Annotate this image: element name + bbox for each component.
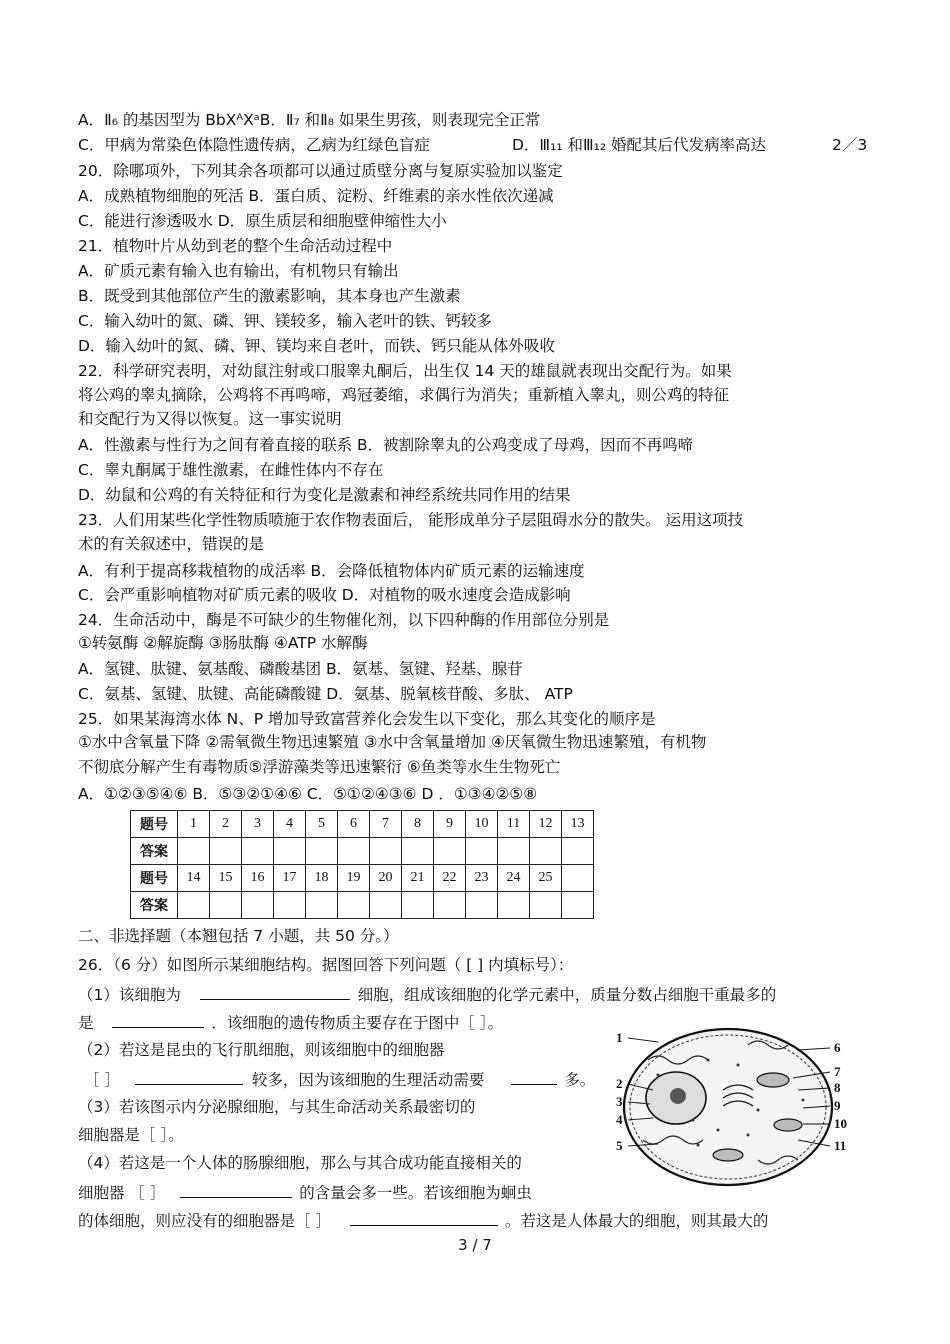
table-cell: 1 [178,811,210,838]
answer-cell[interactable] [530,838,562,865]
q26-part4-line1: （4）若这是一个人体的肠腺细胞，那么与其合成功能直接相关的 [78,1154,522,1172]
answer-cell[interactable] [370,892,402,919]
q24-options-ab: A．氢键、肽键、氨基酸、磷酸基团 B．氨基、氢键、羟基、腺苷 [78,660,523,678]
question-21: 21．植物叶片从幼到老的整个生命活动过程中 [78,237,393,255]
label-7: 7 [834,1064,841,1079]
q19-option-c: C．甲病为常染色体隐性遗传病，乙病为红绿色盲症 [78,136,430,154]
answer-cell[interactable] [178,892,210,919]
question-23-line1: 23．人们用某些化学性物质喷施于农作物表面后， 能形成单分子层阻碍水分的散失。 运用这项技 [78,511,744,529]
label-8: 8 [834,1080,841,1095]
answer-cell[interactable] [530,892,562,919]
q26-part5-line [78,1209,768,1231]
table-cell: 11 [498,811,530,838]
q21-option-a: A．矿质元素有输入也有输出，有机物只有输出 [78,262,399,280]
cell-structure-diagram [598,1020,858,1190]
q19-option-d: D．Ⅲ₁₁ 和Ⅲ₁₂ 婚配其后代发病率高达 [512,136,767,154]
q25-options: A．①②③⑤④⑥ B．⑤③②①④⑥ C．⑤①②④③⑥ D ．①③④②⑤⑧ [78,785,538,803]
mitochondrion [757,1073,789,1087]
answer-table [130,810,594,919]
q26-part2-line1: （2）若这是昆虫的飞行肌细胞，则该细胞中的细胞器 [78,1041,445,1059]
answer-cell[interactable] [434,892,466,919]
q26-part1-text-3: 是 [78,1014,94,1032]
q21-option-b: B．既受到其他部位产生的激素影响，其本身也产生激素 [78,287,461,305]
answer-blank[interactable] [112,1011,204,1028]
table-cell [562,865,594,892]
page-number: 3 / 7 [458,1236,492,1254]
question-26: 26．（6 分）如图所示某细胞结构。据图回答下列问题（ [ ] 内填标号）： [78,956,574,974]
table-cell: 14 [178,865,210,892]
table-cell: 8 [402,811,434,838]
question-23-line2: 术的有关叙述中，错误的是 [78,535,265,553]
table-answer-label: 答案 [131,838,178,865]
label-10: 10 [834,1116,847,1131]
table-cell: 17 [274,865,306,892]
label-6: 6 [834,1040,841,1055]
section-2-heading: 二、非选择题（本翘包括 7 小题，共 50 分。） [78,927,399,945]
answer-cell[interactable] [210,838,242,865]
table-cell: 6 [338,811,370,838]
q19-option-d-value: 2／3 [832,136,868,154]
table-row [131,838,594,865]
nucleolus [670,1088,686,1104]
answer-cell[interactable] [242,838,274,865]
label-11: 11 [834,1138,847,1153]
answer-cell[interactable] [274,892,306,919]
table-cell: 24 [498,865,530,892]
q23-options-ab: A．有利于提高移栽植物的成活率 B．会降低植物体内矿质元素的运输速度 [78,562,585,580]
table-cell: 18 [306,865,338,892]
question-25-line2: ①水中含氧量下降 ②需氧微生物迅速繁殖 ③水中含氧量增加 ④厌氧微生物迅速繁殖，有机物 [78,733,707,751]
table-cell: 19 [338,865,370,892]
table-cell: 25 [530,865,562,892]
table-answer-label: 答案 [131,892,178,919]
table-cell: 2 [210,811,242,838]
q26-part4-line2 [78,1181,532,1203]
q23-options-cd: C．会严重影响植物对矿质元素的吸收 D．对植物的吸水速度会造成影响 [78,586,571,604]
q26-part2-bracket: ［ ］ [84,1071,120,1089]
table-cell: 12 [530,811,562,838]
table-cell: 7 [370,811,402,838]
answer-cell[interactable] [562,892,594,919]
table-row [131,811,594,838]
answer-cell[interactable] [562,838,594,865]
label-3: 3 [616,1094,623,1109]
table-cell: 4 [274,811,306,838]
table-cell: 9 [434,811,466,838]
answer-cell[interactable] [338,892,370,919]
answer-cell[interactable] [210,892,242,919]
answer-cell[interactable] [306,892,338,919]
question-20: 20．除哪项外，下列其余各项都可以通过质壁分离与复原实验加以鉴定 [78,162,563,180]
q22-options-ab: A．性激素与性行为之间有着直接的联系 B．被割除睾丸的公鸡变成了母鸡，因而不再鸣啼 [78,436,694,454]
answer-cell[interactable] [466,892,498,919]
answer-cell[interactable] [178,838,210,865]
answer-blank[interactable] [180,1181,292,1198]
q20-options-ab: A．成熟植物细胞的死活 B．蛋白质、淀粉、纤维素的亲水性依次递减 [78,187,554,205]
question-22-line3: 和交配行为又得以恢复。这一事实说明 [78,410,342,428]
table-row [131,865,594,892]
table-cell: 10 [466,811,498,838]
q26-part1-text-4: ．该细胞的遗传物质主要存在于图中［ ］。 [211,1014,504,1032]
table-header-cell: 题号 [131,865,178,892]
answer-cell[interactable] [402,892,434,919]
label-4: 4 [616,1112,623,1127]
answer-blank[interactable] [350,1209,498,1226]
table-cell: 3 [242,811,274,838]
answer-cell[interactable] [274,838,306,865]
q26-part5-text-2: 。若这是人体最大的细胞，则其最大的 [504,1212,769,1230]
q26-part1-text: （1）该细胞为 [78,986,181,1004]
q22-option-c: C．睾丸酮属于雄性激素，在雌性体内不存在 [78,461,384,479]
answer-cell[interactable] [498,892,530,919]
q26-part3-line2: 细胞器是［ ］。 [78,1126,184,1144]
q26-part1-line1 [78,983,776,1005]
answer-cell[interactable] [498,838,530,865]
q22-option-d: D．幼鼠和公鸡的有关特征和行为变化是激素和神经系统共同作用的结果 [78,486,571,504]
answer-cell[interactable] [466,838,498,865]
q26-part3-line1: （3）若该图示内分泌腺细胞，与其生命活动关系最密切的 [78,1098,476,1116]
q26-part5-text: 的体细胞，则应没有的细胞器是［ ］ [78,1212,331,1230]
table-cell: 21 [402,865,434,892]
q26-part1-line2 [78,1011,503,1033]
q26-part2-text-2: 多。 [564,1071,596,1089]
table-cell: 13 [562,811,594,838]
question-24: 24．生命活动中，酶是不可缺少的生物催化剂，以下四种酶的作用部位分别是 [78,611,610,629]
table-cell: 15 [210,865,242,892]
answer-cell[interactable] [370,838,402,865]
q26-part2-text: 较多，因为该细胞的生理活动需要 [251,1071,485,1089]
table-cell: 5 [306,811,338,838]
table-row [131,892,594,919]
q24-options-cd: C．氨基、氢键、肽键、高能磷酸键 D．氨基、脱氧核苷酸、多肽、 ATP [78,685,573,703]
answer-blank[interactable] [135,1068,243,1085]
answer-cell[interactable] [306,838,338,865]
question-22-line1: 22．科学研究表明，对幼鼠注射或口服睾丸酮后，出生仅 14 天的雄鼠就表现出交配行为。如果 [78,362,732,380]
answer-cell[interactable] [338,838,370,865]
answer-cell[interactable] [242,892,274,919]
q19-option-ab: A．Ⅱ₆ 的基因型为 BbXᴬXᵃB．Ⅱ₇ 和Ⅱ₈ 如果生男孩，则表现完全正常 [78,111,541,129]
question-25-line3: 不彻底分解产生有毒物质⑤浮游藻类等迅速繁衍 ⑥鱼类等水生生物死亡 [78,758,561,776]
q26-part1-text-2: 细胞，组成该细胞的化学元素中，质量分数占细胞干重最多的 [357,986,777,1004]
q26-part4-text: 的含量会多一些。若该细胞为蛔虫 [299,1184,532,1202]
q24-enzymes: ①转氨酶 ②解旋酶 ③肠肽酶 ④ATP 水解酶 [78,634,368,652]
answer-cell[interactable] [434,838,466,865]
answer-cell[interactable] [402,838,434,865]
answer-blank[interactable] [200,983,350,1000]
q26-part4-bracket: 细胞器 ［ ］ [78,1184,166,1202]
question-22-line2: 将公鸡的睾丸摘除，公鸡将不再鸣啼，鸡冠萎缩，求偶行为消失；重新植入睾丸，则公鸡的特征 [78,386,730,404]
label-5: 5 [616,1138,623,1153]
question-25-line1: 25．如果某海湾水体 N、P 增加导致富营养化会发生以下变化，那么其变化的顺序是 [78,710,656,728]
mitochondrion [774,1119,802,1131]
mitochondrion [713,1149,743,1161]
label-9: 9 [834,1098,841,1113]
answer-blank[interactable] [511,1068,557,1085]
q26-part2-line2 [84,1068,595,1090]
label-1: 1 [616,1030,623,1045]
table-cell: 23 [466,865,498,892]
q21-option-d: D．输入幼叶的氮、磷、钾、镁均来自老叶，而铁、钙只能从体外吸收 [78,337,555,355]
q21-option-c: C．输入幼叶的氮、磷、钾、镁较多，输入老叶的铁、钙较多 [78,312,492,330]
table-cell: 22 [434,865,466,892]
q20-options-cd: C．能进行渗透吸水 D．原生质层和细胞壁伸缩性大小 [78,212,447,230]
table-cell: 16 [242,865,274,892]
table-header-cell: 题号 [131,811,178,838]
table-cell: 20 [370,865,402,892]
label-2: 2 [616,1076,623,1091]
